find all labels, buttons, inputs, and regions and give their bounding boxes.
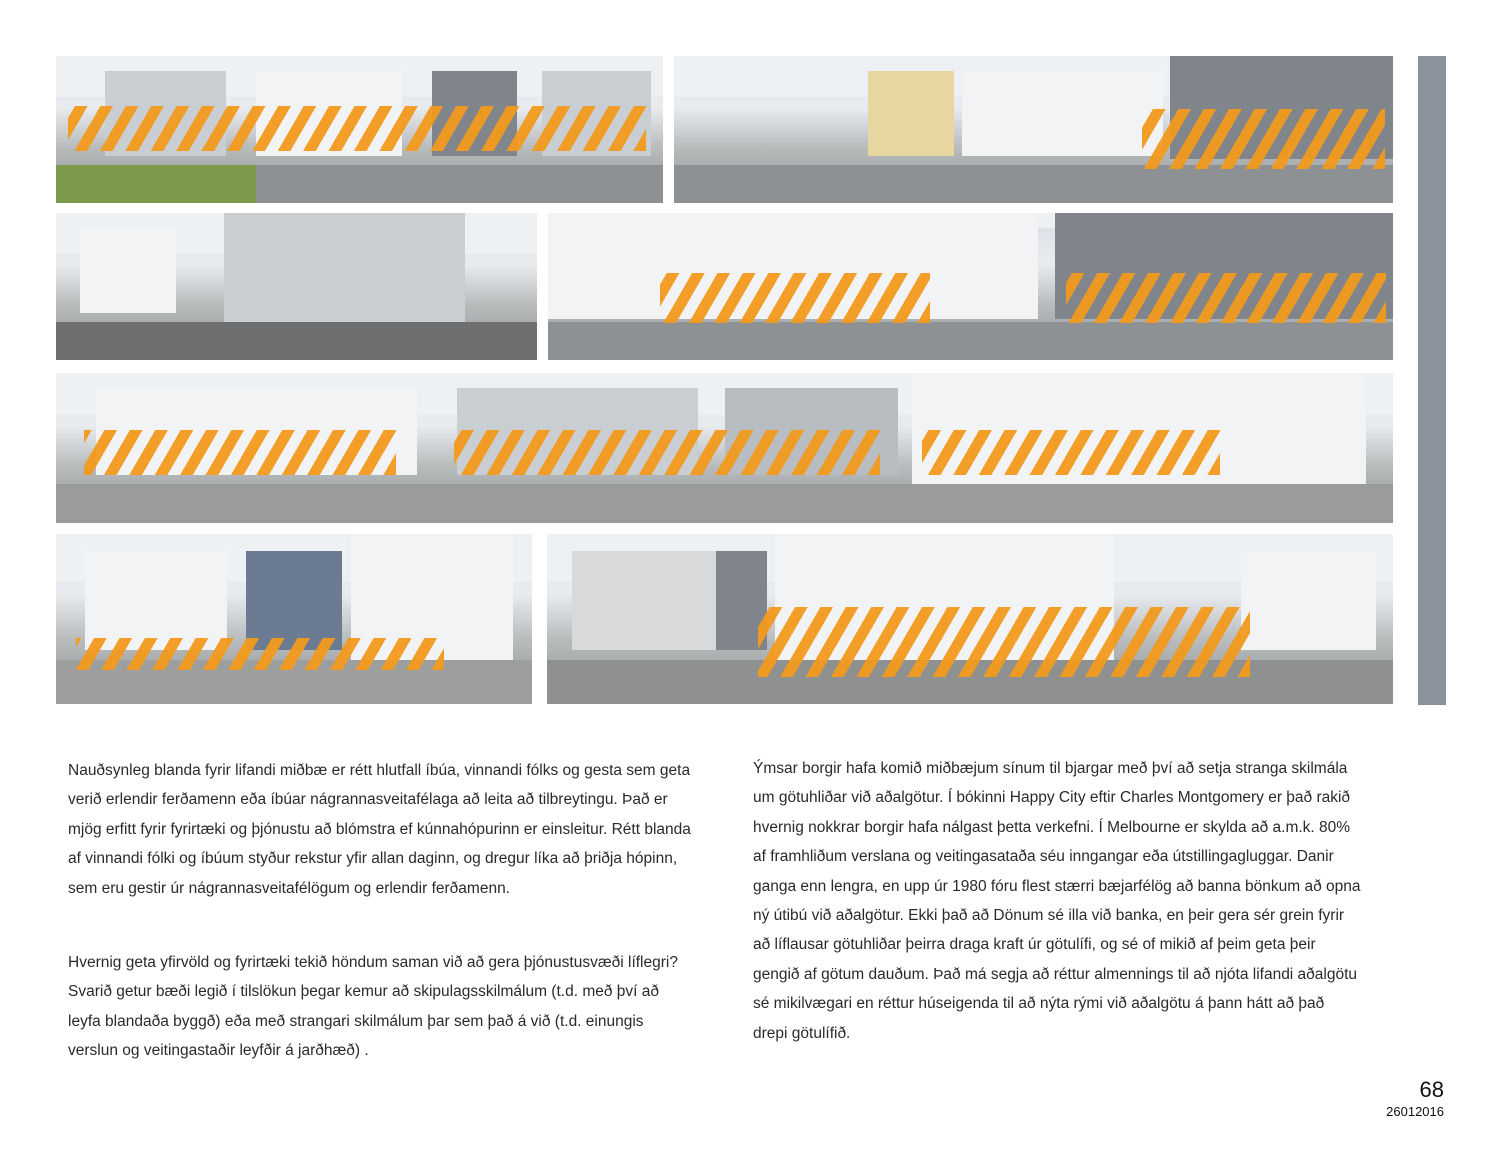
right-paragraph-1: Ýmsar borgir hafa komið miðbæjum sínum til bjargar með því að setja stranga skilmála um götuhliðar við aðalgötur. Í bókinni Happy City eftir Charles Montgomery er það rakið hvernig nokkrar borgir hafa nálgast þetta verkefni. Í Melbourne er skylda að a.m.k. 80% af framhliðum verslana og veitingasataða séu inngangar eða útstillingagluggar. Danir ganga enn lengra, en upp úr 1980 fóru flest stærri bæjarfélög að banna bönkum að opna ný útibú við aðalgötur. Ekki það að Dönum sé illa við banka, en þeir gera sér grein fyrir að líflausar götuhliðar þeirra draga kraft úr götulífi, og sé of mikið af þeim geta þeir gengið af götum dauðum. Það má segja að réttur almennings til að njóta lifandi aðalgötu sé mikilvægari en réttur húseigenda til að nýta rými við aðalgötu á þann hátt að það drepi götulífið. xyxy=(753,760,1361,1042)
orange-hatch-overlay xyxy=(68,106,646,151)
photo-panel-row1-left xyxy=(56,56,663,203)
orange-hatch-overlay xyxy=(758,607,1250,677)
orange-hatch-overlay xyxy=(1142,109,1385,169)
photo-panel-row4-left xyxy=(56,534,532,704)
date-code: 26012016 xyxy=(1386,1104,1444,1119)
photo-panel-row1-right xyxy=(674,56,1393,203)
orange-hatch-overlay xyxy=(660,273,930,323)
page-number: 68 xyxy=(1419,1077,1444,1102)
photo-panel-row3 xyxy=(56,373,1393,523)
photo-panel-row4-right xyxy=(547,534,1393,704)
side-accent-bar xyxy=(1418,56,1446,705)
orange-hatch-overlay xyxy=(922,430,1220,475)
orange-hatch-overlay xyxy=(1066,273,1386,323)
orange-hatch-overlay xyxy=(76,638,444,670)
left-paragraph-1: Nauðsynleg blanda fyrir lifandi miðbæ er rétt hlutfall íbúa, vinnandi fólks og gesta sem geta verið erlendir ferðamenn eða íbúar nágrannasveitafélaga að leita að tilbreytingu. Það er mjög erfitt fyrir fyrirtæki og þjónustu að blómstra ef kúnnahópurinn er einsleitur. Rétt blanda af vinnandi fólki og íbúum styður rekstur yfir allan daginn, og dregur líka að þriðja hópinn, sem eru gestir úr nágrannasveitafélögum og erlendir ferðamenn. xyxy=(68,762,691,897)
photo-panel-row2-right xyxy=(548,213,1393,360)
photo-panel-row2-left xyxy=(56,213,537,360)
orange-hatch-overlay xyxy=(454,430,880,475)
left-paragraph-2: Hvernig geta yfirvöld og fyrirtæki tekið höndum saman við að gera þjónustusvæði líflegri? Svarið getur bæði legið í tilslökun þegar kemur að skipulagsskilmálum (t.d. með því að leyfa blandaða byggð) eða með strangari skilmálum þar sem það á við (t.d. einungis verslun og veitingastaðir leyfðir á jarðhæð) . xyxy=(68,954,678,1060)
orange-hatch-overlay xyxy=(84,430,396,475)
